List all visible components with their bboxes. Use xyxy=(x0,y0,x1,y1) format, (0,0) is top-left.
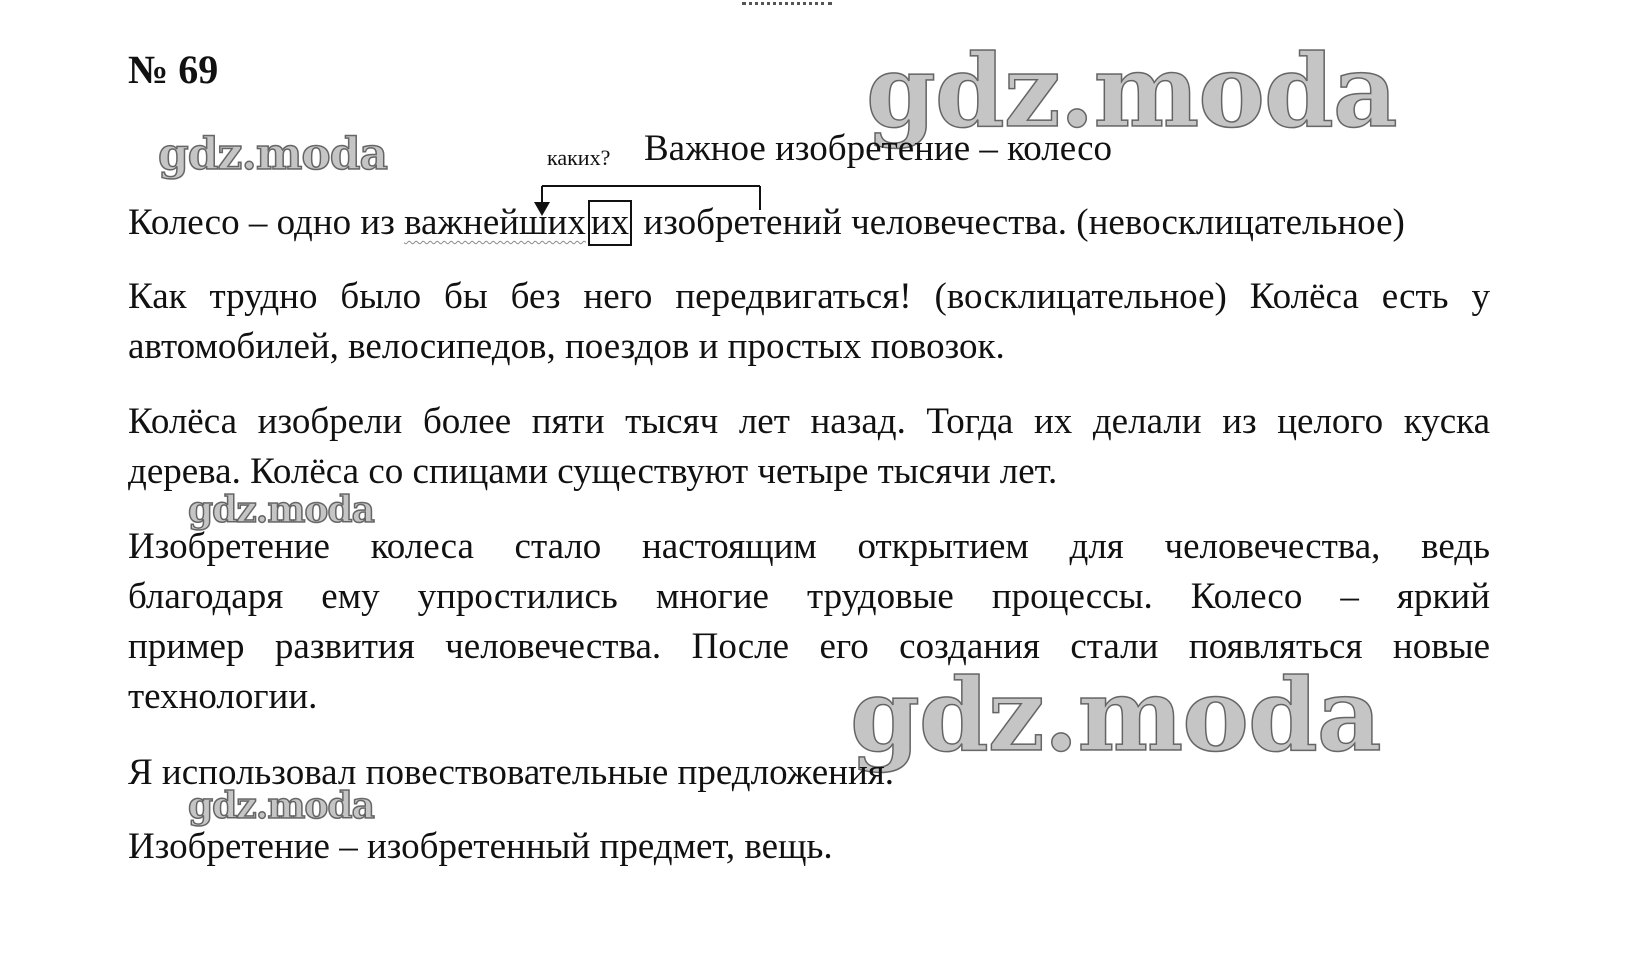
paragraph-line: Как трудно было бы без него передвигаться! (восклицательное) Колёса есть у xyxy=(128,276,1490,317)
paragraph-line: благодаря ему упростились многие трудовые процессы. Колесо – яркий xyxy=(128,576,1490,617)
watermark-logo: gdz.moda xyxy=(158,129,388,180)
top-edge-mark xyxy=(742,0,832,5)
paragraph-line: пример развития человечества. После его создания стали появляться новые xyxy=(128,626,1490,667)
exercise-title: Важное изобретение – колесо xyxy=(644,128,1112,169)
paragraph-line: автомобилей, велосипедов, поездов и простых повозок. xyxy=(128,326,1005,367)
watermark-logo: gdz.moda xyxy=(188,489,374,531)
underlined-word: важнейших xyxy=(404,202,586,243)
paragraph-line: Я использовал повествовательные предложения. xyxy=(128,752,895,793)
exercise-number: № 69 xyxy=(128,47,219,92)
sentence-text: изобретений человечества. (невосклицательное) xyxy=(634,202,1405,243)
paragraph-line: Изобретение колеса стало настоящим открытием для человечества, ведь xyxy=(128,526,1490,567)
question-label: каких? xyxy=(547,145,611,170)
watermark-logo: gdz.moda xyxy=(866,32,1397,150)
watermark-logo: gdz.moda xyxy=(188,785,374,827)
paragraph-line: технологии. xyxy=(128,676,318,717)
boxed-ending: их xyxy=(588,200,632,246)
sentence-text: Колесо – одно из xyxy=(128,202,405,243)
paragraph-line: дерева. Колёса со спицами существуют четыре тысячи лет. xyxy=(128,451,1058,492)
sentence-line-1 xyxy=(128,198,1405,248)
paragraph-line: Колёса изобрели более пяти тысяч лет назад. Тогда их делали из целого куска xyxy=(128,401,1490,442)
watermark-logo: gdz.moda xyxy=(850,656,1381,774)
definition-line: Изобретение – изобретенный предмет, вещь. xyxy=(128,826,833,867)
